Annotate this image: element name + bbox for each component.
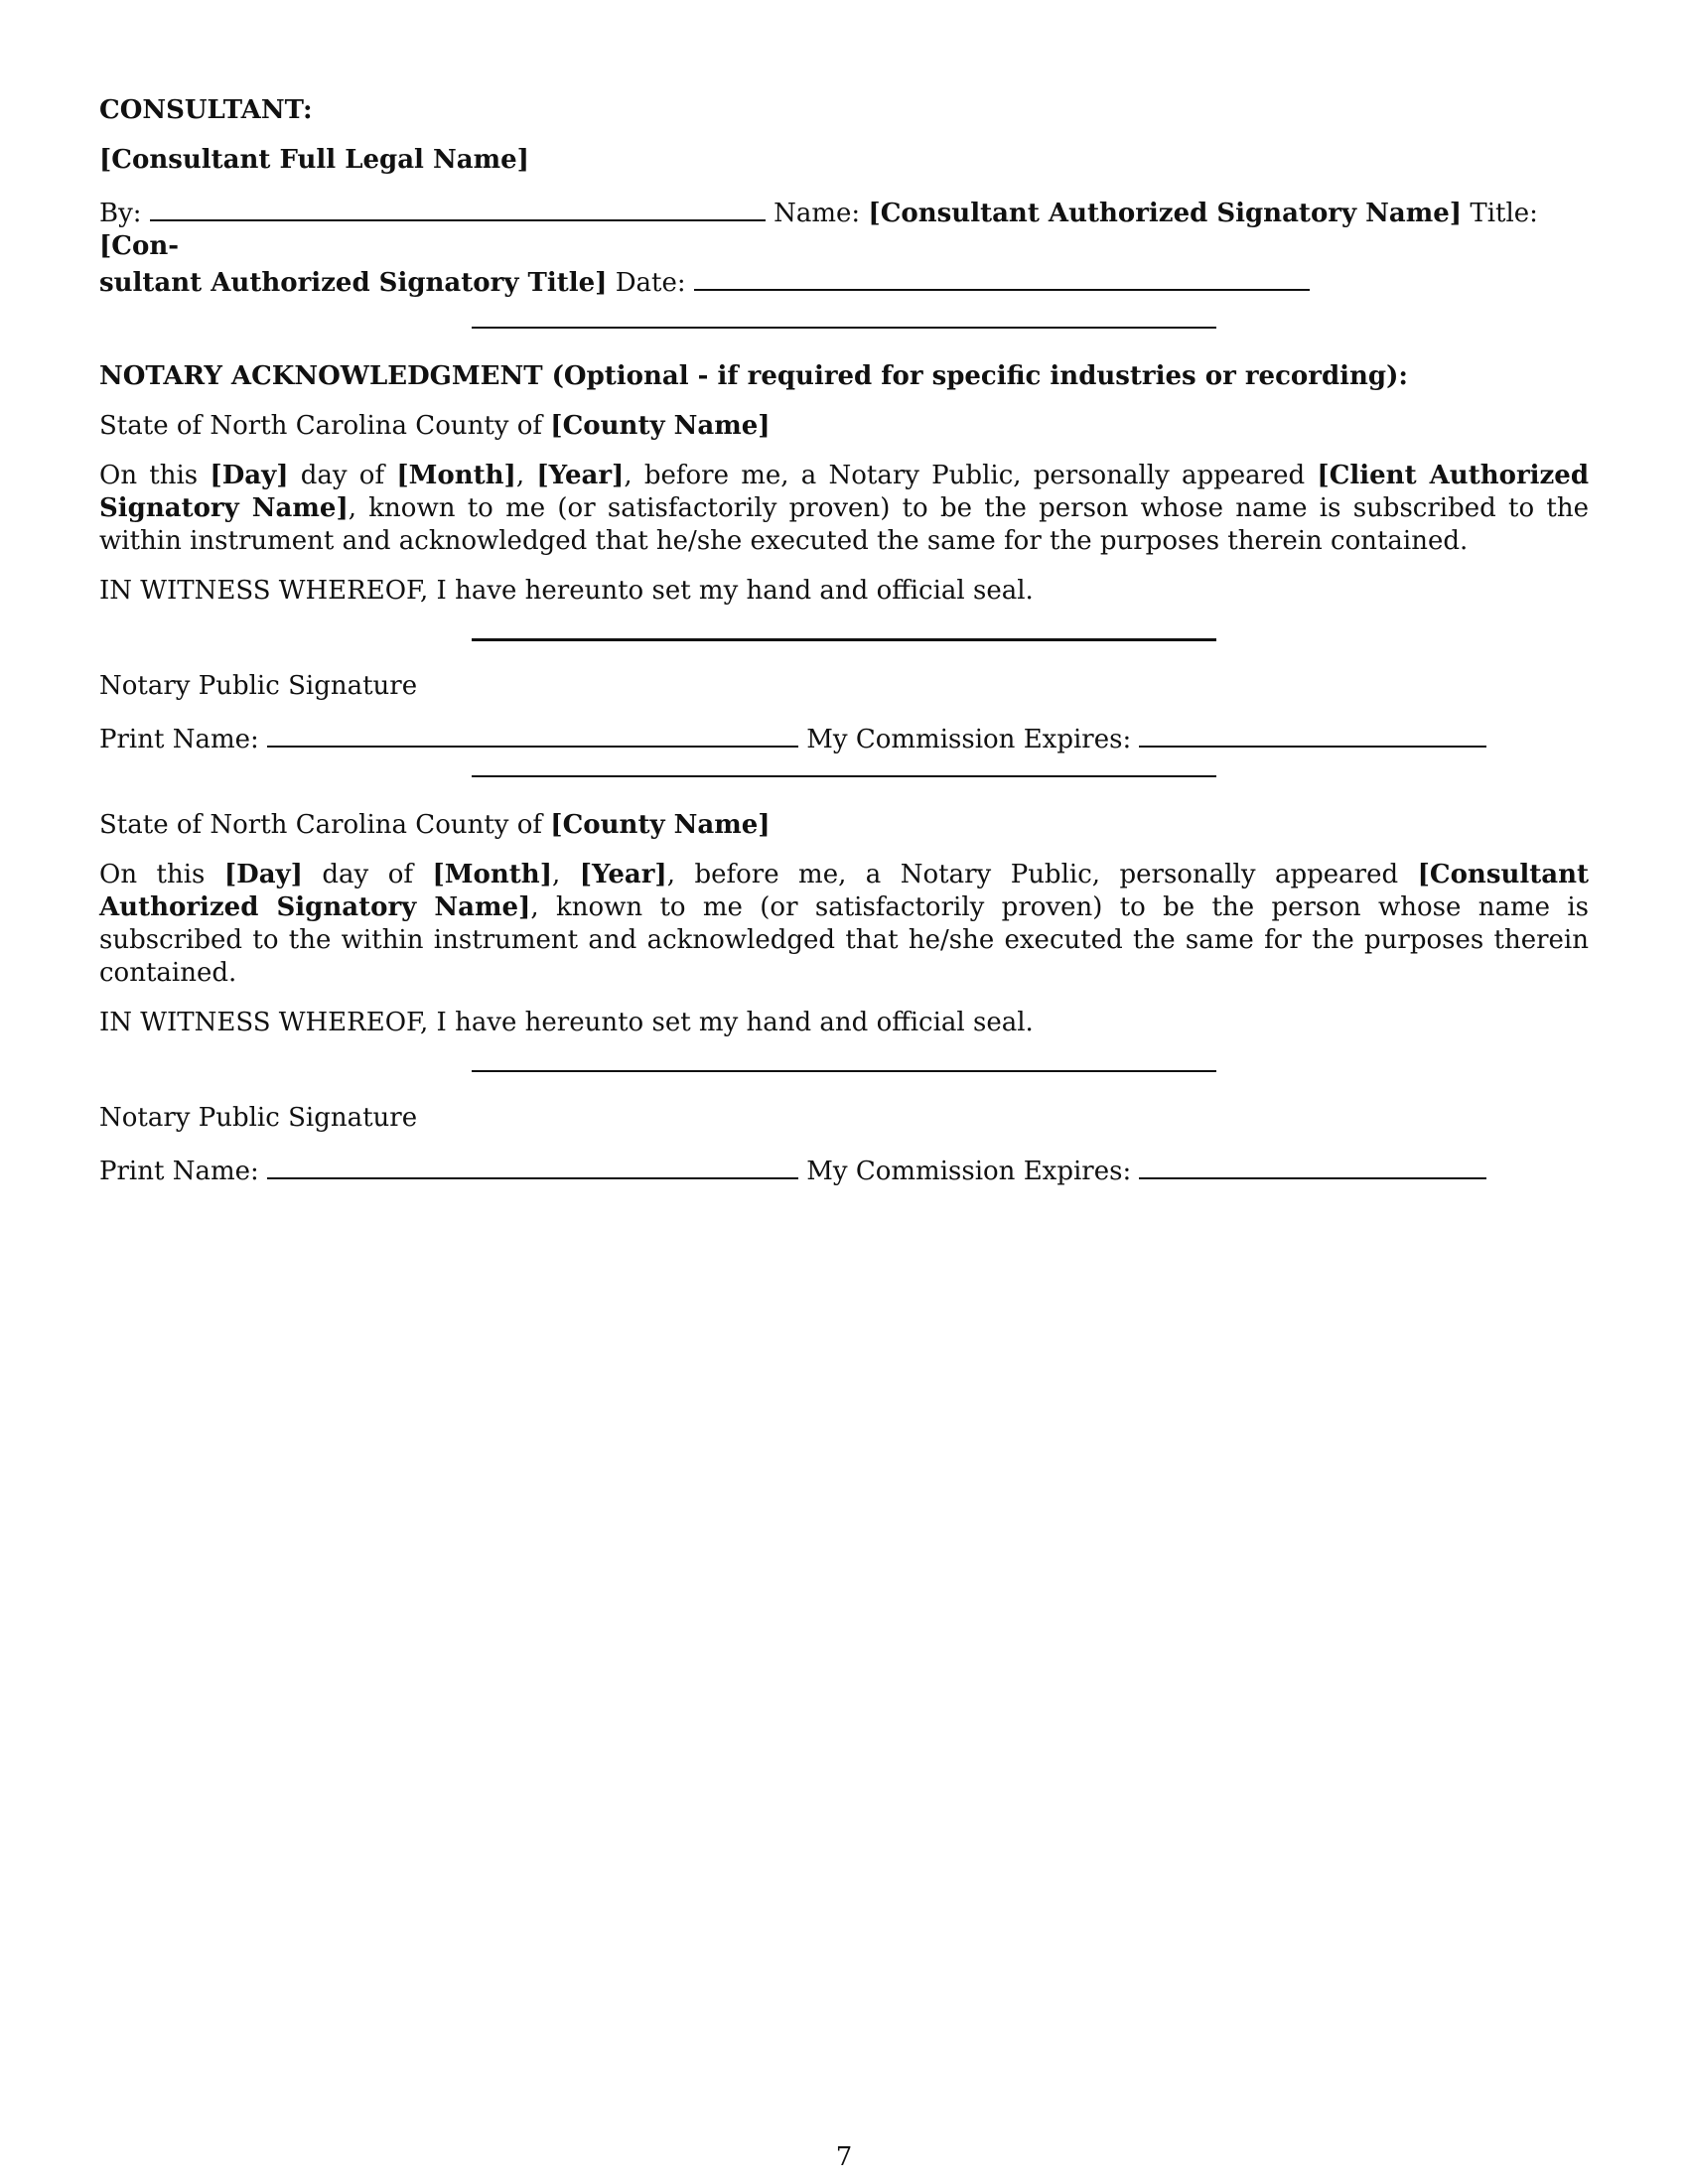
notary-heading: NOTARY ACKNOWLEDGMENT (Optional - if required for specific industries or recording): [99,361,1408,391]
acknowledgment-paragraph-2 [99,859,1589,990]
consultant-heading: CONSULTANT: [99,95,313,125]
separator-rule [472,775,1216,777]
signatory-placeholder: [Consultant Authorized Signatory Name] [99,860,1590,922]
day-placeholder: [Day] [210,461,289,490]
signatory-name: [Consultant Authorized Signatory Name] [868,199,1463,228]
para-text: , [515,461,537,490]
name-label: Name: [774,199,861,228]
state-county-prefix: State of North Carolina County of [99,411,551,441]
notary-signature-label-2: Notary Public Signature [99,1103,418,1133]
signatory-title-part1: [Con- [99,231,180,261]
signature-rule [472,638,1216,641]
date-line[interactable] [694,263,1310,291]
state-county-1 [99,410,1589,443]
witness-statement-2: IN WITNESS WHEREOF, I have hereunto set my hand and official seal. [99,1008,1034,1037]
county-placeholder: [County Name] [550,411,771,441]
commission-line[interactable] [1139,1152,1486,1179]
by-label: By: [99,199,142,228]
by-signature-line[interactable] [150,194,766,221]
print-name-line[interactable] [267,1152,798,1179]
signatory-title-part2: sultant Authorized Signatory Title] [99,268,608,298]
acknowledgment-paragraph-1 [99,460,1589,558]
notary-signature-line-1[interactable] [99,624,1589,670]
consultant-full-legal-name: [Consultant Full Legal Name] [99,145,529,175]
print-name-label: Print Name: [99,725,259,754]
para-text: , [552,860,580,889]
print-name-row-1 [99,720,1589,756]
state-county-prefix: State of North Carolina County of [99,810,551,840]
separator-2 [99,773,1589,809]
state-county-2 [99,809,1589,842]
separator-rule [472,327,1216,329]
day-placeholder: [Day] [223,860,303,889]
commission-label: My Commission Expires: [806,725,1132,754]
para-text: , before me, a Notary Public, personally appeared [624,461,1318,490]
year-placeholder: [Year] [536,461,625,490]
para-text: day of [302,860,433,889]
signatory-placeholder: [Client Authorized Signatory Name] [99,461,1590,523]
consultant-signature-block [99,194,1589,300]
month-placeholder: [Month] [396,461,516,490]
separator-1 [99,317,1589,352]
county-placeholder: [County Name] [550,810,771,840]
para-text: On this [99,461,211,490]
para-text: , before me, a Notary Public, personally appeared [666,860,1418,889]
month-placeholder: [Month] [432,860,552,889]
para-text: day of [288,461,397,490]
para-text: On this [99,860,224,889]
print-name-line[interactable] [267,720,798,748]
commission-label: My Commission Expires: [806,1157,1132,1186]
para-text: , known to me (or satisfactorily proven) to be the person whose name is subscribed to the within instrument and acknowledged that he/she executed the same for the purposes therein contained. [99,493,1589,556]
title-label: Title: [1470,199,1538,228]
document-page [99,94,1589,1205]
print-name-row-2 [99,1152,1589,1188]
print-name-label: Print Name: [99,1157,259,1186]
notary-signature-label-1: Notary Public Signature [99,671,418,701]
commission-line[interactable] [1139,720,1486,748]
notary-signature-line-2[interactable] [99,1056,1589,1102]
para-text: , known to me (or satisfactorily proven) to be the person whose name is subscribed to the within instrument and acknowledged that he/she executed the same for the purposes therein contained. [99,892,1589,988]
page-number: 7 [835,2142,853,2172]
date-label: Date: [615,268,686,298]
witness-statement-1: IN WITNESS WHEREOF, I have hereunto set my hand and official seal. [99,576,1034,606]
signature-rule [472,1070,1216,1072]
year-placeholder: [Year] [579,860,667,889]
